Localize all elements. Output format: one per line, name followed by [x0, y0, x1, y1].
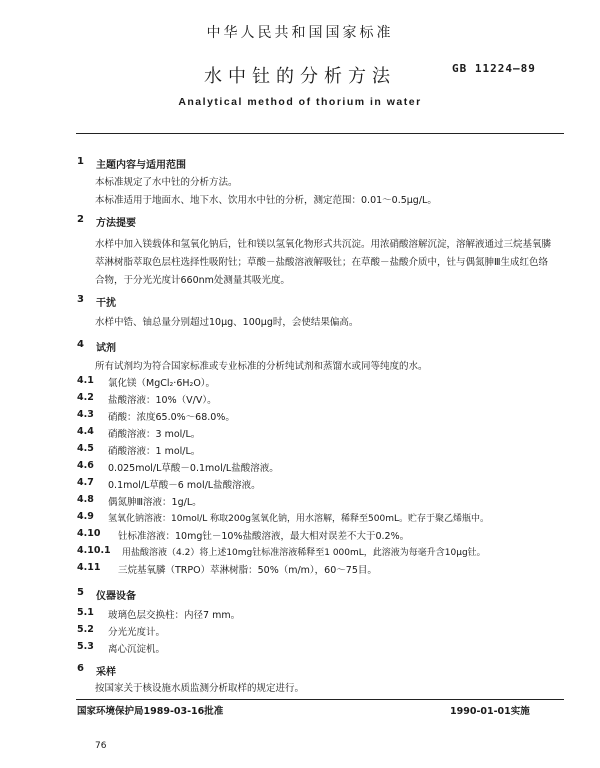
section-4-title: 试剂: [96, 343, 116, 354]
section-3-number: 3: [77, 294, 84, 305]
approval-date: 国家环境保护局1989-03-16批准: [77, 706, 224, 717]
section-6-title: 采样: [96, 667, 116, 678]
section-3-para-1: 水样中锆、铀总量分别超过10μg、100μg时，会使结果偏高。: [95, 317, 359, 328]
section-6-number: 6: [77, 663, 84, 674]
item-number: 5.2: [77, 624, 94, 635]
section-1-para-2: 本标准适用于地面水、地下水、饮用水中钍的分析，测定范围：0.01～0.5μg/L。: [95, 195, 437, 206]
item-text: 用盐酸溶液（4.2）将上述10mg钍标准溶液稀释至1 000mL，此溶液为每毫升含10μg钍。: [122, 548, 486, 558]
item-number: 4.10.1: [77, 545, 111, 556]
item-text: 偶氮胂Ⅲ溶液：1g/L。: [108, 497, 202, 508]
item-number: 4.1: [77, 375, 94, 386]
english-title: Analytical method of thorium in water: [178, 96, 422, 108]
item-text: 三烷基氧膦（TRPO）萃淋树脂：50%（m/m），60～75目。: [118, 565, 377, 576]
item-number: 4.11: [77, 562, 101, 573]
item-number: 4.10: [77, 528, 101, 539]
item-number: 5.3: [77, 641, 94, 652]
item-text: 钍标准溶液：10mg钍－10%盐酸溶液，最大相对误差不大于0.2%。: [118, 531, 410, 542]
item-number: 4.6: [77, 460, 94, 471]
section-1-title: 主题内容与适用范围: [96, 160, 186, 171]
implementation-date: 1990-01-01实施: [450, 706, 530, 717]
item-number: 5.1: [77, 607, 94, 618]
section-5-number: 5: [77, 587, 84, 598]
section-4-para-1: 所有试剂均为符合国家标准或专业标准的分析纯试剂和蒸馏水或同等纯度的水。: [95, 361, 428, 372]
standard-header: 中华人民共和国国家标准: [206, 25, 394, 41]
item-number: 4.2: [77, 392, 94, 403]
standard-code: GB 11224—89: [452, 62, 536, 75]
item-number: 4.3: [77, 409, 94, 420]
page-number: 76: [95, 741, 107, 751]
section-1-para-1: 本标准规定了水中钍的分析方法。: [95, 177, 238, 188]
item-text: 离心沉淀机。: [108, 644, 166, 655]
section-2-para-1: 水样中加入镁载体和氢氧化钠后，钍和镁以氢氧化物形式共沉淀。用浓硝酸溶解沉淀，溶解液通过三烷基氧膦萃淋树脂萃取色层柱选择性吸附钍；草酸－盐酸溶液解吸钍；在草酸－盐酸介质中，钍与偶氮胂Ⅲ生成红色络合物，于分光光度计660nm处测量其吸光度。: [95, 239, 552, 286]
item-text: 盐酸溶液：10%（V/V）。: [108, 395, 217, 406]
section-2-number: 2: [77, 214, 84, 225]
item-number: 4.5: [77, 443, 94, 454]
section-4-number: 4: [77, 339, 84, 350]
item-number: 4.7: [77, 477, 94, 488]
footer-divider: [76, 699, 564, 700]
section-2-title: 方法提要: [96, 218, 136, 229]
item-text: 氯化镁（MgCl₂·6H₂O）。: [108, 378, 216, 389]
item-text: 硝酸溶液：3 mol/L。: [108, 429, 201, 440]
item-text: 硝酸：浓度65.0%～68.0%。: [108, 412, 235, 423]
section-6-para-1: 按国家关于核设施水质监测分析取样的规定进行。: [95, 683, 305, 694]
item-text: 0.025mol/L草酸－0.1mol/L盐酸溶液。: [108, 463, 279, 474]
item-text: 氢氧化钠溶液：10mol/L 称取200g氢氧化钠，用水溶解，稀释至500mL。贮存于聚乙烯瓶中。: [108, 514, 489, 524]
item-text: 分光光度计。: [108, 627, 166, 638]
section-5-title: 仪器设备: [96, 591, 136, 602]
item-text: 0.1mol/L草酸－6 mol/L盐酸溶液。: [108, 480, 261, 491]
item-text: 玻璃色层交换柱：内径7 mm。: [108, 610, 241, 621]
item-number: 4.4: [77, 426, 94, 437]
document-title: 水中钍的分析方法: [204, 66, 396, 87]
item-text: 硝酸溶液：1 mol/L。: [108, 446, 201, 457]
item-number: 4.9: [77, 511, 94, 522]
header-divider: [76, 133, 564, 134]
item-number: 4.8: [77, 494, 94, 505]
section-1-number: 1: [77, 156, 84, 167]
section-3-title: 干扰: [96, 298, 116, 309]
